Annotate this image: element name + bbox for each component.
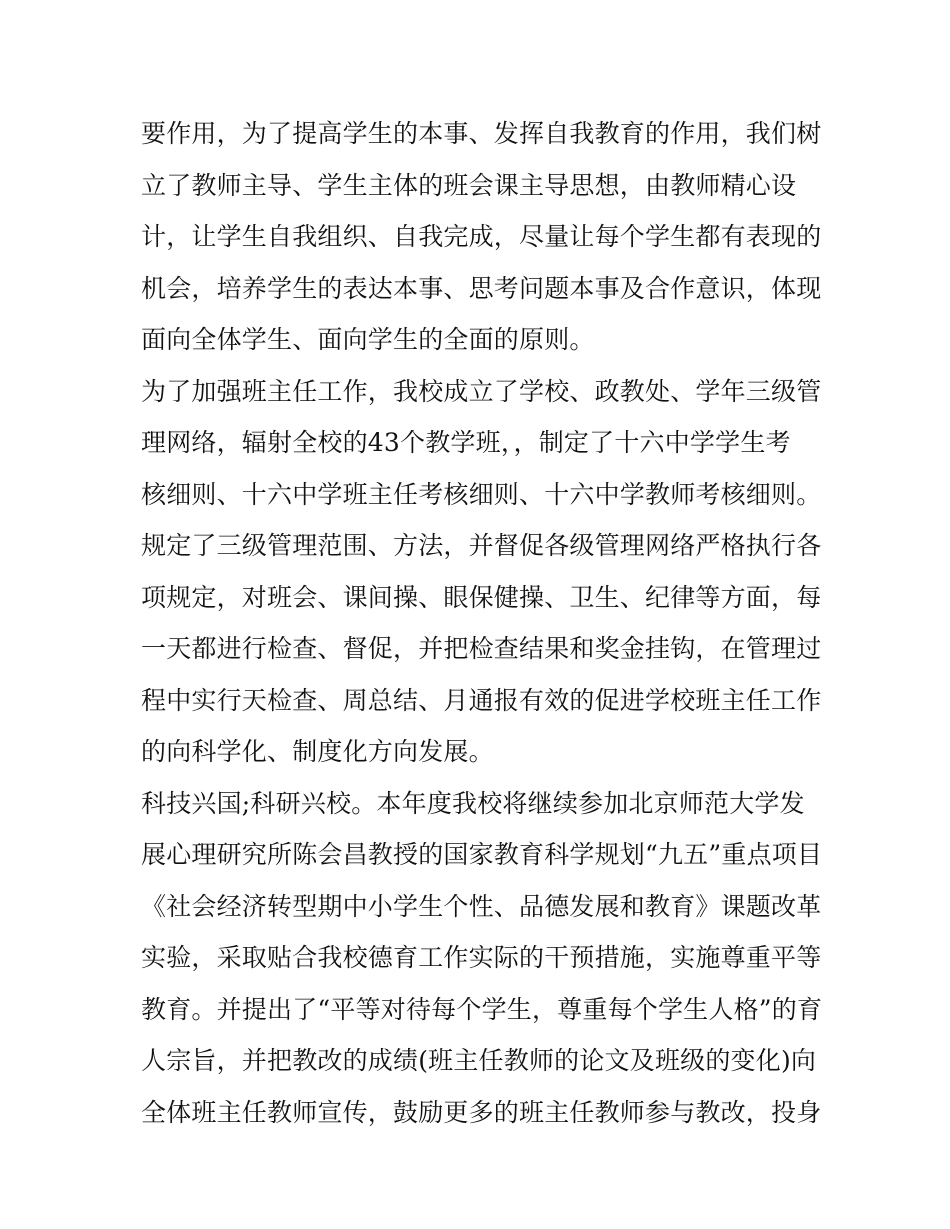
- text-line: 的向科学化、制度化方向发展。: [141, 737, 494, 766]
- text-line: 全体班主任教师宣传，鼓励更多的班主任教师参与教改，投身: [141, 1097, 822, 1127]
- text-line: 项规定，对班会、课间操、眼保健操、卫生、纪律等方面，每: [141, 582, 822, 612]
- text-line: 展心理研究所陈会昌教授的国家教育科学规划“九五”重点项目: [141, 840, 823, 869]
- text-line: 程中实行天检查、周总结、月通报有效的促进学校班主任工作: [141, 685, 822, 715]
- text-line: 人宗旨，并把教改的成绩(班主任教师的论文及班级的变化)向: [141, 1046, 817, 1075]
- text-line: 一天都进行检查、督促，并把检查结果和奖金挂钩，在管理过: [141, 634, 822, 663]
- text-line: 立了教师主导、学生主体的班会课主导思想，由教师精心设: [141, 170, 797, 200]
- text-line: 实验，采取贴合我校德育工作实际的干预措施，实施尊重平等: [141, 943, 822, 972]
- body-text: [141, 108, 821, 1138]
- text-line: 理网络，辐射全校的43个教学班，，制定了十六中学学生考: [141, 428, 791, 457]
- text-line: 教育。并提出了“平等对待每个学生，尊重每个学生人格”的育: [141, 994, 823, 1024]
- text-line: 核细则、十六中学班主任考核细则、十六中学教师考核细则。: [141, 479, 822, 509]
- text-line: 机会，培养学生的表达本事、思考问题本事及合作意识，体现: [141, 273, 822, 303]
- text-line: 为了加强班主任工作，我校成立了学校、政教处、学年三级管: [141, 376, 822, 406]
- text-line: 面向全体学生、面向学生的全面的原则。: [141, 325, 595, 354]
- text-line: 《社会经济转型期中小学生个性、品德发展和教育》课题改革: [141, 891, 822, 921]
- text-line: 规定了三级管理范围、方法，并督促各级管理网络严格执行各: [141, 531, 822, 560]
- text-line: 计，让学生自我组织、自我完成，尽量让每个学生都有表现的: [141, 222, 822, 251]
- text-line: 科技兴国;科研兴校。本年度我校将继续参加北京师范大学发: [141, 788, 805, 818]
- text-line: 要作用，为了提高学生的本事、发挥自我教育的作用，我们树: [141, 119, 822, 148]
